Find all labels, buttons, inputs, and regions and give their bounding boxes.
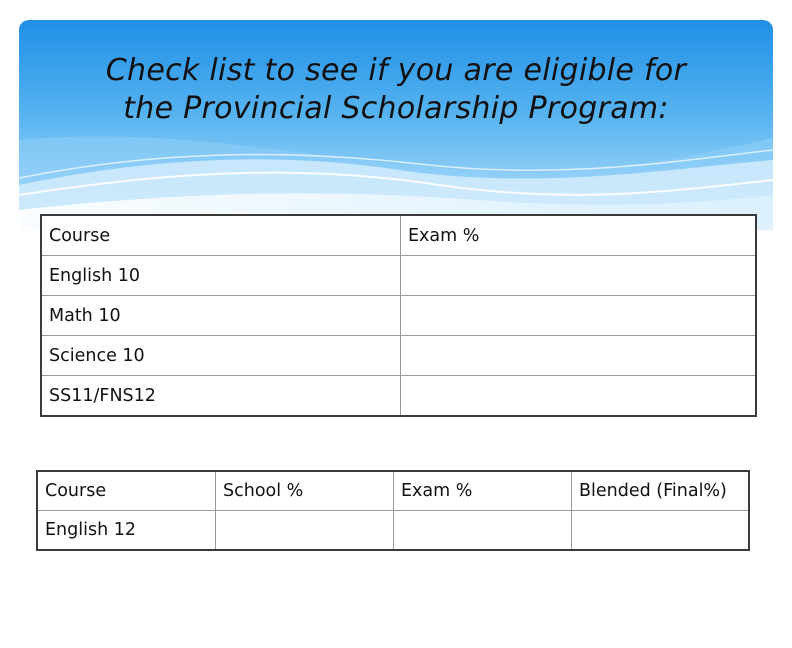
course-cell: SS11/FNS12 [41,376,401,417]
course-cell: English 12 [37,511,216,551]
table-header-row [41,215,756,256]
blended-grade-table [36,470,750,551]
exam-percent-cell[interactable] [401,256,757,296]
table-row [37,511,749,551]
course-cell: English 10 [41,256,401,296]
header-course: Course [37,471,216,511]
course-cell: Math 10 [41,296,401,336]
school-percent-cell[interactable] [216,511,394,551]
slide-title-line2: the Provincial Scholarship Program: [123,91,669,126]
header-exam-percent: Exam % [394,471,572,511]
header-exam-percent: Exam % [401,215,757,256]
table-row [41,256,756,296]
header-blended-final: Blended (Final%) [572,471,750,511]
table-header-row [37,471,749,511]
blended-final-cell[interactable] [572,511,750,551]
course-cell: Science 10 [41,336,401,376]
header-school-percent: School % [216,471,394,511]
exam-checklist-table [40,214,757,417]
header-course: Course [41,215,401,256]
table-row [41,336,756,376]
slide-title-line1: Check list to see if you are eligible for [105,53,687,88]
exam-percent-cell[interactable] [401,336,757,376]
table-row [41,376,756,417]
exam-percent-cell[interactable] [394,511,572,551]
table-row [41,296,756,336]
exam-percent-cell[interactable] [401,296,757,336]
slide-title [19,52,773,128]
exam-percent-cell[interactable] [401,376,757,417]
